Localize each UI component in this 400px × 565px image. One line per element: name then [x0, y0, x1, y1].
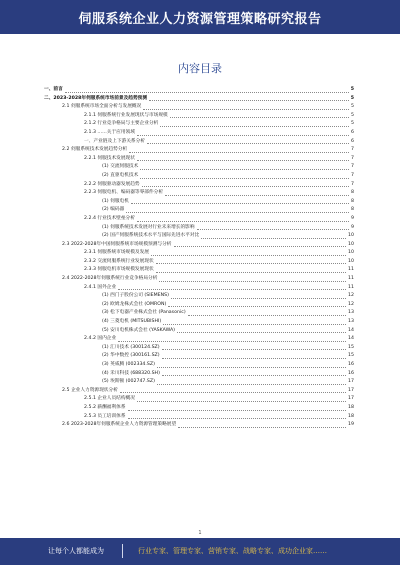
toc-entry[interactable]	[44, 292, 354, 301]
toc-entry-page: 18	[348, 404, 354, 410]
toc-entry[interactable]	[44, 232, 354, 241]
toc-leader-dots	[165, 195, 349, 196]
toc-leader-dots	[197, 229, 350, 230]
toc-entry[interactable]	[44, 258, 354, 267]
toc-leader-dots	[143, 109, 349, 110]
toc-heading: 内容目录	[178, 62, 222, 75]
footer-divider	[122, 544, 123, 558]
toc-entry[interactable]	[44, 327, 354, 336]
toc-entry-label: 2.1.2 行业竞争格局与主要企业分析	[84, 121, 159, 127]
toc-entry[interactable]	[44, 387, 354, 396]
toc-entry[interactable]	[44, 344, 354, 353]
toc-entry-page: 10	[348, 258, 354, 264]
toc-leader-dots	[140, 169, 349, 170]
toc-entry[interactable]	[44, 249, 354, 258]
toc-entry-page: 5	[350, 87, 354, 92]
toc-entry-label: 2.6 2023-2028年伺服系统企业人力资源管理策略展望	[62, 422, 177, 428]
toc-entry-page: 15	[348, 353, 354, 359]
toc-entry-label: 2.1.1 伺服系统行业发展现状与市场规模	[84, 112, 168, 118]
toc-entry-page: 13	[348, 310, 354, 316]
page-number: 1	[198, 530, 202, 536]
toc-entry-page: 19	[348, 422, 354, 428]
toc-entry[interactable]	[44, 241, 354, 250]
toc-entry-page: 5	[351, 112, 354, 118]
toc-entry-label: 一、产业链及上下游关系分析	[84, 138, 145, 144]
toc-entry[interactable]	[44, 103, 354, 112]
toc-entry-label: 2.2.1 伺服技术发展现状	[84, 155, 135, 161]
toc-entry-label: 一、前言	[44, 87, 63, 92]
toc-entry[interactable]	[44, 189, 354, 198]
toc-entry-page: 9	[351, 215, 354, 221]
toc-entry-label: 2.5.1 企业人员结构概况	[84, 396, 135, 402]
toc-leader-dots	[137, 221, 349, 222]
toc-leader-dots	[140, 178, 349, 179]
toc-leader-dots	[137, 401, 346, 402]
toc-entry-page: 11	[348, 267, 354, 273]
toc-entry-label: 2.2 伺服系统技术发展趋势分析	[62, 147, 128, 153]
toc-entry-page: 10	[348, 241, 354, 247]
toc-entry[interactable]	[44, 378, 354, 387]
toc-leader-dots	[129, 152, 349, 153]
toc-entry[interactable]	[44, 163, 354, 172]
footer-roles: 行业专家、管理专家、营销专家、战略专家、成功企业家……	[138, 547, 327, 555]
toc-entry[interactable]	[44, 413, 354, 422]
toc-entry[interactable]	[44, 181, 354, 190]
toc-leader-dots	[163, 324, 346, 325]
toc-leader-dots	[178, 427, 346, 428]
toc-leader-dots	[126, 212, 349, 213]
toc-leader-dots	[118, 289, 346, 290]
toc-leader-dots	[142, 186, 349, 187]
toc-entry-page: 15	[348, 344, 354, 350]
toc-leader-dots	[174, 246, 347, 247]
toc-entry-page: 18	[348, 413, 354, 419]
toc-entry-page: 7	[351, 181, 354, 187]
toc-leader-dots	[157, 367, 346, 368]
toc-entry[interactable]	[44, 224, 354, 233]
toc-entry-label: (2) 华中数控 (300161.SZ)	[102, 353, 160, 359]
toc-entry-label: 2.1.3 ……关于应用领域	[84, 129, 135, 135]
toc-entry-label: 2.4.1 国外企业	[84, 284, 117, 290]
toc-entry-label: (2) 编码器	[102, 207, 125, 213]
toc-leader-dots	[177, 332, 346, 333]
toc-leader-dots	[137, 160, 349, 161]
toc-entry[interactable]	[44, 198, 354, 207]
toc-entry-label: 2.3 2022-2028年中国伺服系统市场规模预测与分析	[62, 241, 172, 247]
toc-entry[interactable]	[44, 370, 354, 379]
toc-entry-label: 2.2.4 行业技术壁垒分析	[84, 215, 135, 221]
toc-entry-page: 7	[351, 164, 354, 170]
toc-entry-label: 2.3.3 伺服电机市场规模发展现状	[84, 267, 154, 273]
toc-entry-page: 9	[351, 224, 354, 230]
toc-entry-page: 17	[348, 387, 354, 393]
toc-entry-label: (1) 汇川技术 (300124.SZ)	[102, 344, 160, 350]
toc-entry-label: (3) 英威腾 (002334.SZ)	[102, 362, 155, 367]
toc-entry[interactable]	[44, 129, 354, 138]
toc-entry-label: 2.3.2 交流伺服系统行业发展现状	[84, 258, 154, 264]
toc-leader-dots	[159, 281, 346, 282]
toc-leader-dots	[188, 315, 346, 316]
toc-entry[interactable]	[44, 172, 354, 181]
toc-entry-page: 6	[351, 129, 354, 135]
footer-slogan: 让每个人都能成为	[48, 547, 104, 555]
toc-entry-page: 10	[348, 233, 354, 239]
toc-leader-dots	[171, 298, 346, 299]
toc-entry[interactable]	[44, 404, 354, 413]
toc-entry-label: 2.4.2 国内企业	[84, 336, 117, 342]
toc-entry-page: 17	[348, 396, 354, 402]
toc-entry-label: (5) 安川电机株式会社 (YASKAWA)	[102, 327, 175, 333]
toc-entry-page: 5	[350, 95, 354, 101]
toc-leader-dots	[120, 392, 346, 393]
toc-entry[interactable]	[44, 421, 354, 430]
toc-leader-dots	[151, 255, 346, 256]
toc-leader-dots	[128, 410, 346, 411]
toc-leader-dots	[128, 418, 346, 419]
toc-entry-page: 7	[351, 147, 354, 153]
toc-entry[interactable]	[44, 335, 354, 344]
toc-entry-page: 16	[348, 370, 354, 376]
toc-entry[interactable]	[44, 284, 354, 293]
toc-leader-dots	[162, 349, 346, 350]
toc-entry-page: 5	[351, 121, 354, 127]
toc-entry[interactable]	[44, 120, 354, 129]
toc-entry-label: (2) 国产伺服系统技术水平与国际先进水平对比	[102, 233, 200, 239]
toc-leader-dots	[168, 306, 346, 307]
toc-entry-page: 5	[351, 104, 354, 110]
toc-leader-dots	[137, 135, 349, 136]
report-footer	[0, 538, 400, 565]
toc-entry[interactable]	[44, 112, 354, 121]
toc-leader-dots	[162, 375, 346, 376]
toc-leader-dots	[170, 117, 349, 118]
toc-entry-page: 8	[351, 207, 354, 213]
toc-entry[interactable]	[44, 206, 354, 215]
toc-entry-label: 2.2.2 伺服驱动器发展趋势	[84, 181, 140, 187]
toc-entry-page: 6	[351, 138, 354, 144]
toc-entry[interactable]	[44, 318, 354, 327]
toc-entry-label: 2.5.3 员工培训体系	[84, 413, 126, 419]
toc-entry-label: (3) 松下电器产业株式会社 (Panasonic)	[102, 310, 186, 316]
toc-entry-page: 16	[348, 362, 354, 367]
toc-leader-dots	[131, 203, 349, 204]
report-title: 伺服系统企业人力资源管理策略研究报告	[78, 12, 322, 27]
toc-entry-page: 14	[348, 327, 354, 333]
toc-entry-label: (1) 伺服电机	[102, 198, 129, 204]
toc-entry-label: 二、2023-2028年伺服系统市场前景及趋势预测	[44, 95, 148, 101]
toc-leader-dots	[160, 126, 349, 127]
toc-entry-page: 11	[348, 284, 354, 290]
toc-entry[interactable]	[44, 95, 354, 104]
toc-entry-page: 14	[348, 336, 354, 342]
toc-entry-label: 2.4 2022-2028年伺服系统行业竞争格局分析	[62, 276, 158, 282]
toc-entry-label: 2.2.3 伺服电机、编码器等零部件分析	[84, 190, 164, 196]
toc-entry-label: 2.1 伺服系统市场全面分析与发展概况	[62, 104, 142, 110]
toc-entry-page: 8	[351, 190, 354, 196]
toc-leader-dots	[65, 92, 349, 93]
toc-entry[interactable]	[44, 86, 354, 95]
toc-entry[interactable]	[44, 266, 354, 275]
toc-entry[interactable]	[44, 301, 354, 310]
toc-entry-label: (4) 三菱电机 (MITSUBISHI)	[102, 319, 162, 325]
toc-leader-dots	[156, 272, 346, 273]
toc-entry-page: 10	[348, 250, 354, 256]
toc-leader-dots	[157, 384, 346, 385]
toc-entry-page: 17	[348, 379, 354, 385]
toc-leader-dots	[201, 238, 346, 239]
toc-entry-label: 2.5 企业人力资源现状分析	[62, 387, 118, 393]
toc-entry-label: 2.3.1 伺服系统市场规模及发展	[84, 250, 149, 256]
toc-entry-label: (2) 直驱电机技术	[102, 172, 139, 178]
table-of-contents	[44, 86, 354, 430]
toc-entry[interactable]	[44, 155, 354, 164]
report-header	[0, 0, 400, 34]
toc-entry[interactable]	[44, 352, 354, 361]
toc-entry-page: 12	[348, 293, 354, 299]
toc-entry-label: (2) 欧姆龙株式会社 (OMRON)	[102, 301, 167, 307]
toc-entry[interactable]	[44, 215, 354, 224]
toc-leader-dots	[162, 358, 346, 359]
toc-entry-page: 7	[351, 155, 354, 161]
toc-entry[interactable]	[44, 138, 354, 147]
toc-leader-dots	[147, 143, 349, 144]
toc-entry-page: 11	[348, 276, 354, 282]
toc-entry-page: 12	[348, 301, 354, 307]
toc-entry-label: (1) 伺服系统技术发展对行业未来增长的影响	[102, 224, 195, 230]
toc-entry-page: 8	[351, 198, 354, 204]
toc-leader-dots	[156, 263, 346, 264]
toc-entry-label: (5) 埃斯顿 (002747.SZ)	[102, 379, 155, 385]
toc-entry[interactable]	[44, 275, 354, 284]
toc-entry[interactable]	[44, 361, 354, 370]
toc-entry-label: (4) 禾川科技 (688320.SH)	[102, 370, 160, 376]
toc-entry[interactable]	[44, 309, 354, 318]
toc-entry[interactable]	[44, 146, 354, 155]
toc-entry[interactable]	[44, 395, 354, 404]
toc-entry-label: 2.5.2 薪酬福利体系	[84, 404, 126, 410]
toc-leader-dots	[118, 341, 346, 342]
toc-entry-label: (1) 西门子股份公司 (SIEMENS)	[102, 293, 169, 299]
toc-entry-page: 13	[348, 319, 354, 325]
toc-leader-dots	[149, 100, 349, 101]
toc-entry-page: 7	[351, 172, 354, 178]
toc-entry-label: (1) 交流伺服技术	[102, 164, 139, 170]
